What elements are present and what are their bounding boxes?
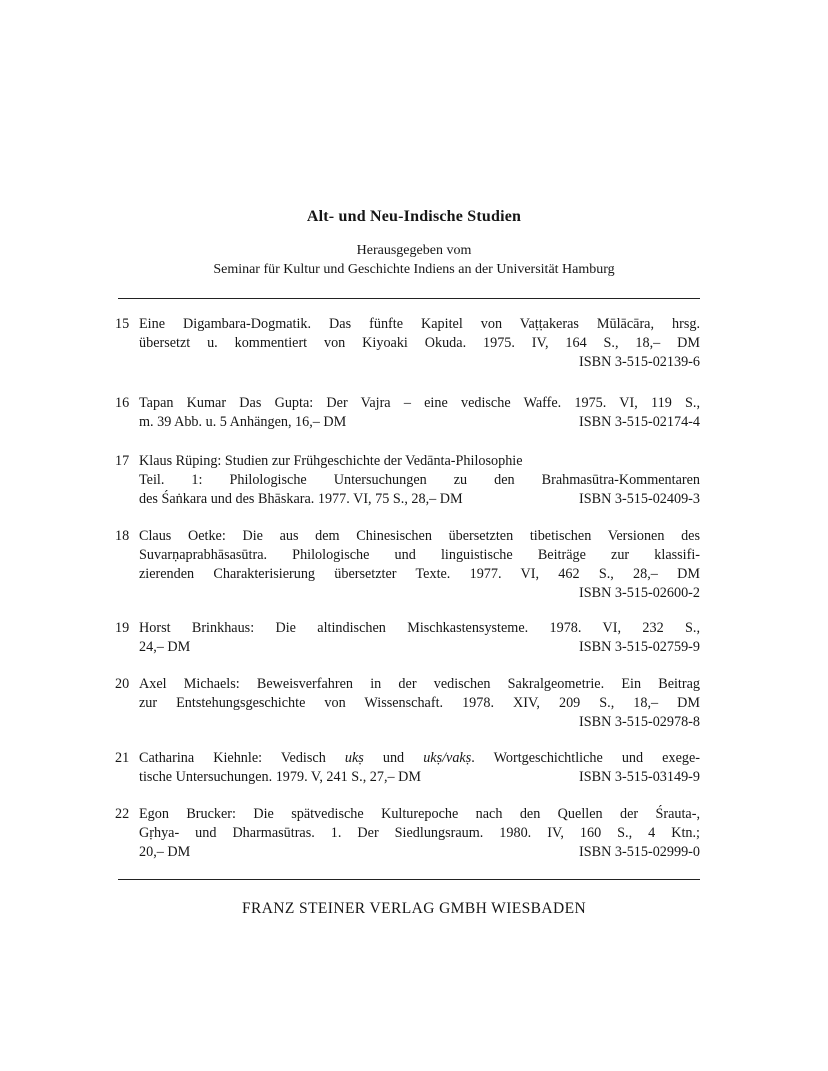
list-item-22 <box>115 805 700 862</box>
entry-isbn: ISBN 3-515-02978-8 <box>579 714 700 730</box>
entry-number: 22 <box>115 806 130 822</box>
editor-line-1: Herausgegeben vom <box>356 243 472 258</box>
list-item-16 <box>115 394 700 432</box>
list-item-15 <box>115 315 700 372</box>
entry-isbn: ISBN 3-515-02759-9 <box>579 639 700 655</box>
entry-line <box>139 749 700 768</box>
entry-line: tische Untersuchungen. 1979. V, 241 S., 27,– DM <box>139 769 422 785</box>
entry-line: Klaus Rüping: Studien zur Frühgeschichte der Vedānta-Philosophie <box>139 453 523 469</box>
entry-line: Horst Brinkhaus: Die altindischen Mischkastensysteme. 1978. VI, 232 S., <box>139 620 700 636</box>
entry-line: des Śaṅkara und des Bhāskara. 1977. VI, 75 S., 28,– DM <box>139 491 463 507</box>
entry-number: 17 <box>115 453 130 469</box>
entry-line: zur Entstehungsgeschichte von Wissenschaft. 1978. XIV, 209 S., 18,– DM <box>139 695 700 711</box>
entry-number: 19 <box>115 620 130 636</box>
entry-number: 16 <box>115 395 130 411</box>
entry-isbn: ISBN 3-515-02999-0 <box>579 844 700 860</box>
entry-line: Teil. 1: Philologische Untersuchungen zu den Brahmasūtra-Kommentaren <box>139 472 700 488</box>
entry-line: Tapan Kumar Das Gupta: Der Vajra – eine vedische Waffe. 1975. VI, 119 S., <box>139 395 700 411</box>
list-item-20 <box>115 675 700 732</box>
entry-line: Axel Michaels: Beweisverfahren in der vedischen Sakralgeometrie. Ein Beitrag <box>139 676 700 692</box>
list-item-18 <box>115 527 700 603</box>
entry-number: 15 <box>115 316 130 332</box>
entry-line: Gṛhya- und Dharmasūtras. 1. Der Siedlungsraum. 1980. IV, 160 S., 4 Ktn.; <box>139 825 700 841</box>
list-item-19 <box>115 619 700 657</box>
entry-line: übersetzt u. kommentiert von Kiyoaki Okuda. 1975. IV, 164 S., 18,– DM <box>139 335 700 351</box>
entry-text-italic: ukṣ <box>344 750 364 766</box>
entry-text: . Wortgeschichtliche und exege- <box>471 750 700 766</box>
entry-number: 20 <box>115 676 130 692</box>
top-divider <box>118 298 700 299</box>
list-item-17 <box>115 452 700 509</box>
entry-isbn: ISBN 3-515-02174-4 <box>579 414 700 430</box>
editor-line-2: Seminar für Kultur und Geschichte Indiens an der Universität Hamburg <box>213 262 615 277</box>
entry-line: zierenden Charakterisierung übersetzter Texte. 1977. VI, 462 S., 28,– DM <box>139 566 700 582</box>
publisher-imprint: FRANZ STEINER VERLAG GMBH WIESBADEN <box>241 900 587 917</box>
list-item-21 <box>115 749 700 787</box>
entry-line: 20,– DM <box>139 844 191 860</box>
bottom-divider <box>118 879 700 880</box>
entry-number: 18 <box>115 528 130 544</box>
entry-line: Suvarṇaprabhāsasūtra. Philologische und linguistische Beiträge zur klassifi- <box>139 547 700 563</box>
entry-text-italic: ukṣ/vakṣ <box>423 750 472 766</box>
entry-line: Eine Digambara-Dogmatik. Das fünfte Kapitel von Vaṭṭakeras Mūlācāra, hrsg. <box>139 316 700 332</box>
entry-isbn: ISBN 3-515-02409-3 <box>579 491 700 507</box>
entry-line: Egon Brucker: Die spätvedische Kulturepoche nach den Quellen der Śrauta-, <box>139 806 700 822</box>
entry-line: m. 39 Abb. u. 5 Anhängen, 16,– DM <box>139 414 347 430</box>
entry-isbn: ISBN 3-515-02600-2 <box>579 585 700 601</box>
entry-line: Claus Oetke: Die aus dem Chinesischen übersetzten tibetischen Versionen des <box>139 528 700 544</box>
entry-number: 21 <box>115 750 130 766</box>
entry-text: und <box>363 750 424 766</box>
entry-line: 24,– DM <box>139 639 191 655</box>
entry-isbn: ISBN 3-515-02139-6 <box>579 354 700 370</box>
entry-isbn: ISBN 3-515-03149-9 <box>579 769 700 785</box>
entry-text: Catharina Kiehnle: Vedisch <box>139 750 345 766</box>
series-title: Alt- und Neu-Indische Studien <box>306 208 522 225</box>
